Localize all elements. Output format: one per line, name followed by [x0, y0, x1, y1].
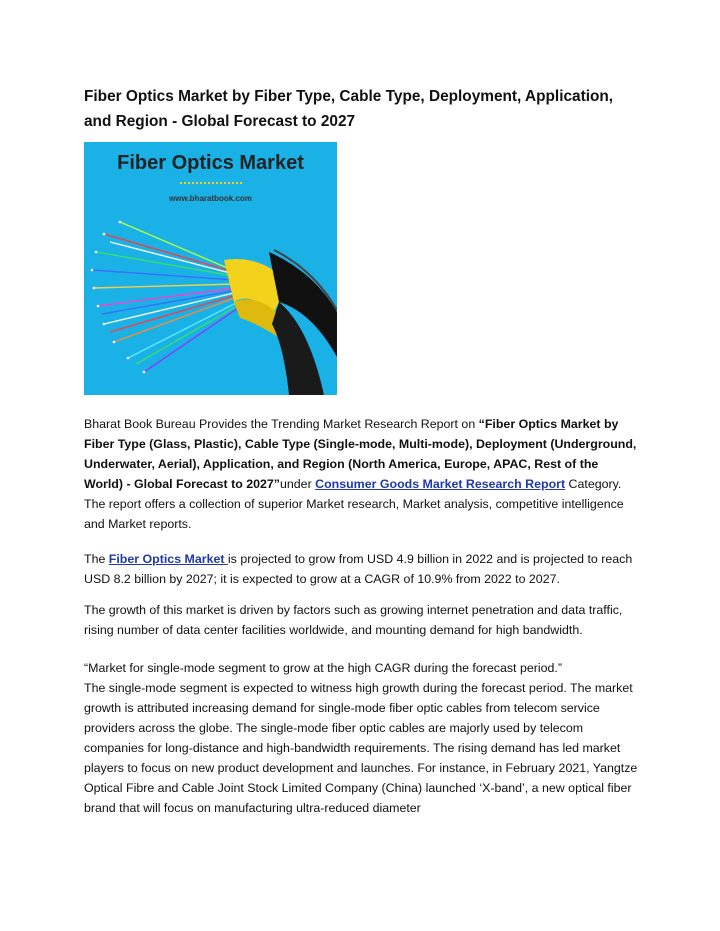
fiber-optic-cable-illustration-icon	[84, 142, 337, 395]
growth-drivers-paragraph: The growth of this market is driven by factors such as growing internet penetration and data traffic, rising number of data center facilities worldwide, and mounting demand for high bandwidth.	[84, 603, 623, 637]
intro-rest-text: Category. The report offers a collection of superior Market research, Market analysis, competitive intelligence and Market reports.	[84, 477, 624, 531]
single-mode-body: The single-mode segment is expected to witness high growth during the forecast period. The market growth is attributed increasing demand for single-mode fiber optic cables from telecom service providers across the globe. The single-mode fiber optic cables are majorly used by telecom companies for long-distance and high-bandwidth requirements. The rising demand has led market players to focus on new product development and launches. For instance, in February 2021, Yangtze Optical Fibre and Cable Joint Stock Limited Company (China) launched ‘X-band’, a new optical fiber brand that will focus on manufacturing ultra-reduced diameter	[84, 681, 638, 815]
market-size-paragraph	[84, 549, 638, 589]
market-prefix-text: The	[84, 552, 109, 566]
hero-heading: Fiber Optics Market	[117, 152, 304, 174]
document-title: Fiber Optics Market by Fiber Type, Cable Type, Deployment, Application, and Region - Global Forecast to 2027	[84, 88, 614, 130]
category-link[interactable]: Consumer Goods Market Research Report	[315, 477, 566, 491]
market-size-text: is projected to grow from USD 4.9 billion in 2022 and is projected to reach USD 8.2 billion by 2027; it is expected to grow at a CAGR of 10.9% from 2022 to 2027.	[84, 552, 633, 586]
intro-paragraph	[84, 414, 638, 534]
fiber-optics-market-link[interactable]: Fiber Optics Market	[108, 552, 228, 566]
single-mode-quote: “Market for single-mode segment to grow at the high CAGR during the forecast period.”	[84, 661, 562, 675]
under-text: under	[280, 477, 316, 491]
hero-url-text: www.bharatbook.com	[169, 194, 252, 203]
intro-text: Bharat Book Bureau Provides the Trending Market Research Report on	[84, 417, 479, 431]
single-mode-paragraph	[84, 658, 638, 818]
hero-image	[84, 142, 337, 395]
report-name: “Fiber Optics Market by Fiber Type (Glass, Plastic), Cable Type (Single-mode, Multi-mode), Deployment (Underground, Underwater, Aerial), Application, and Region (North America, Europe, APAC, Rest of the World) - Global Forecast to 2027”	[84, 417, 637, 491]
